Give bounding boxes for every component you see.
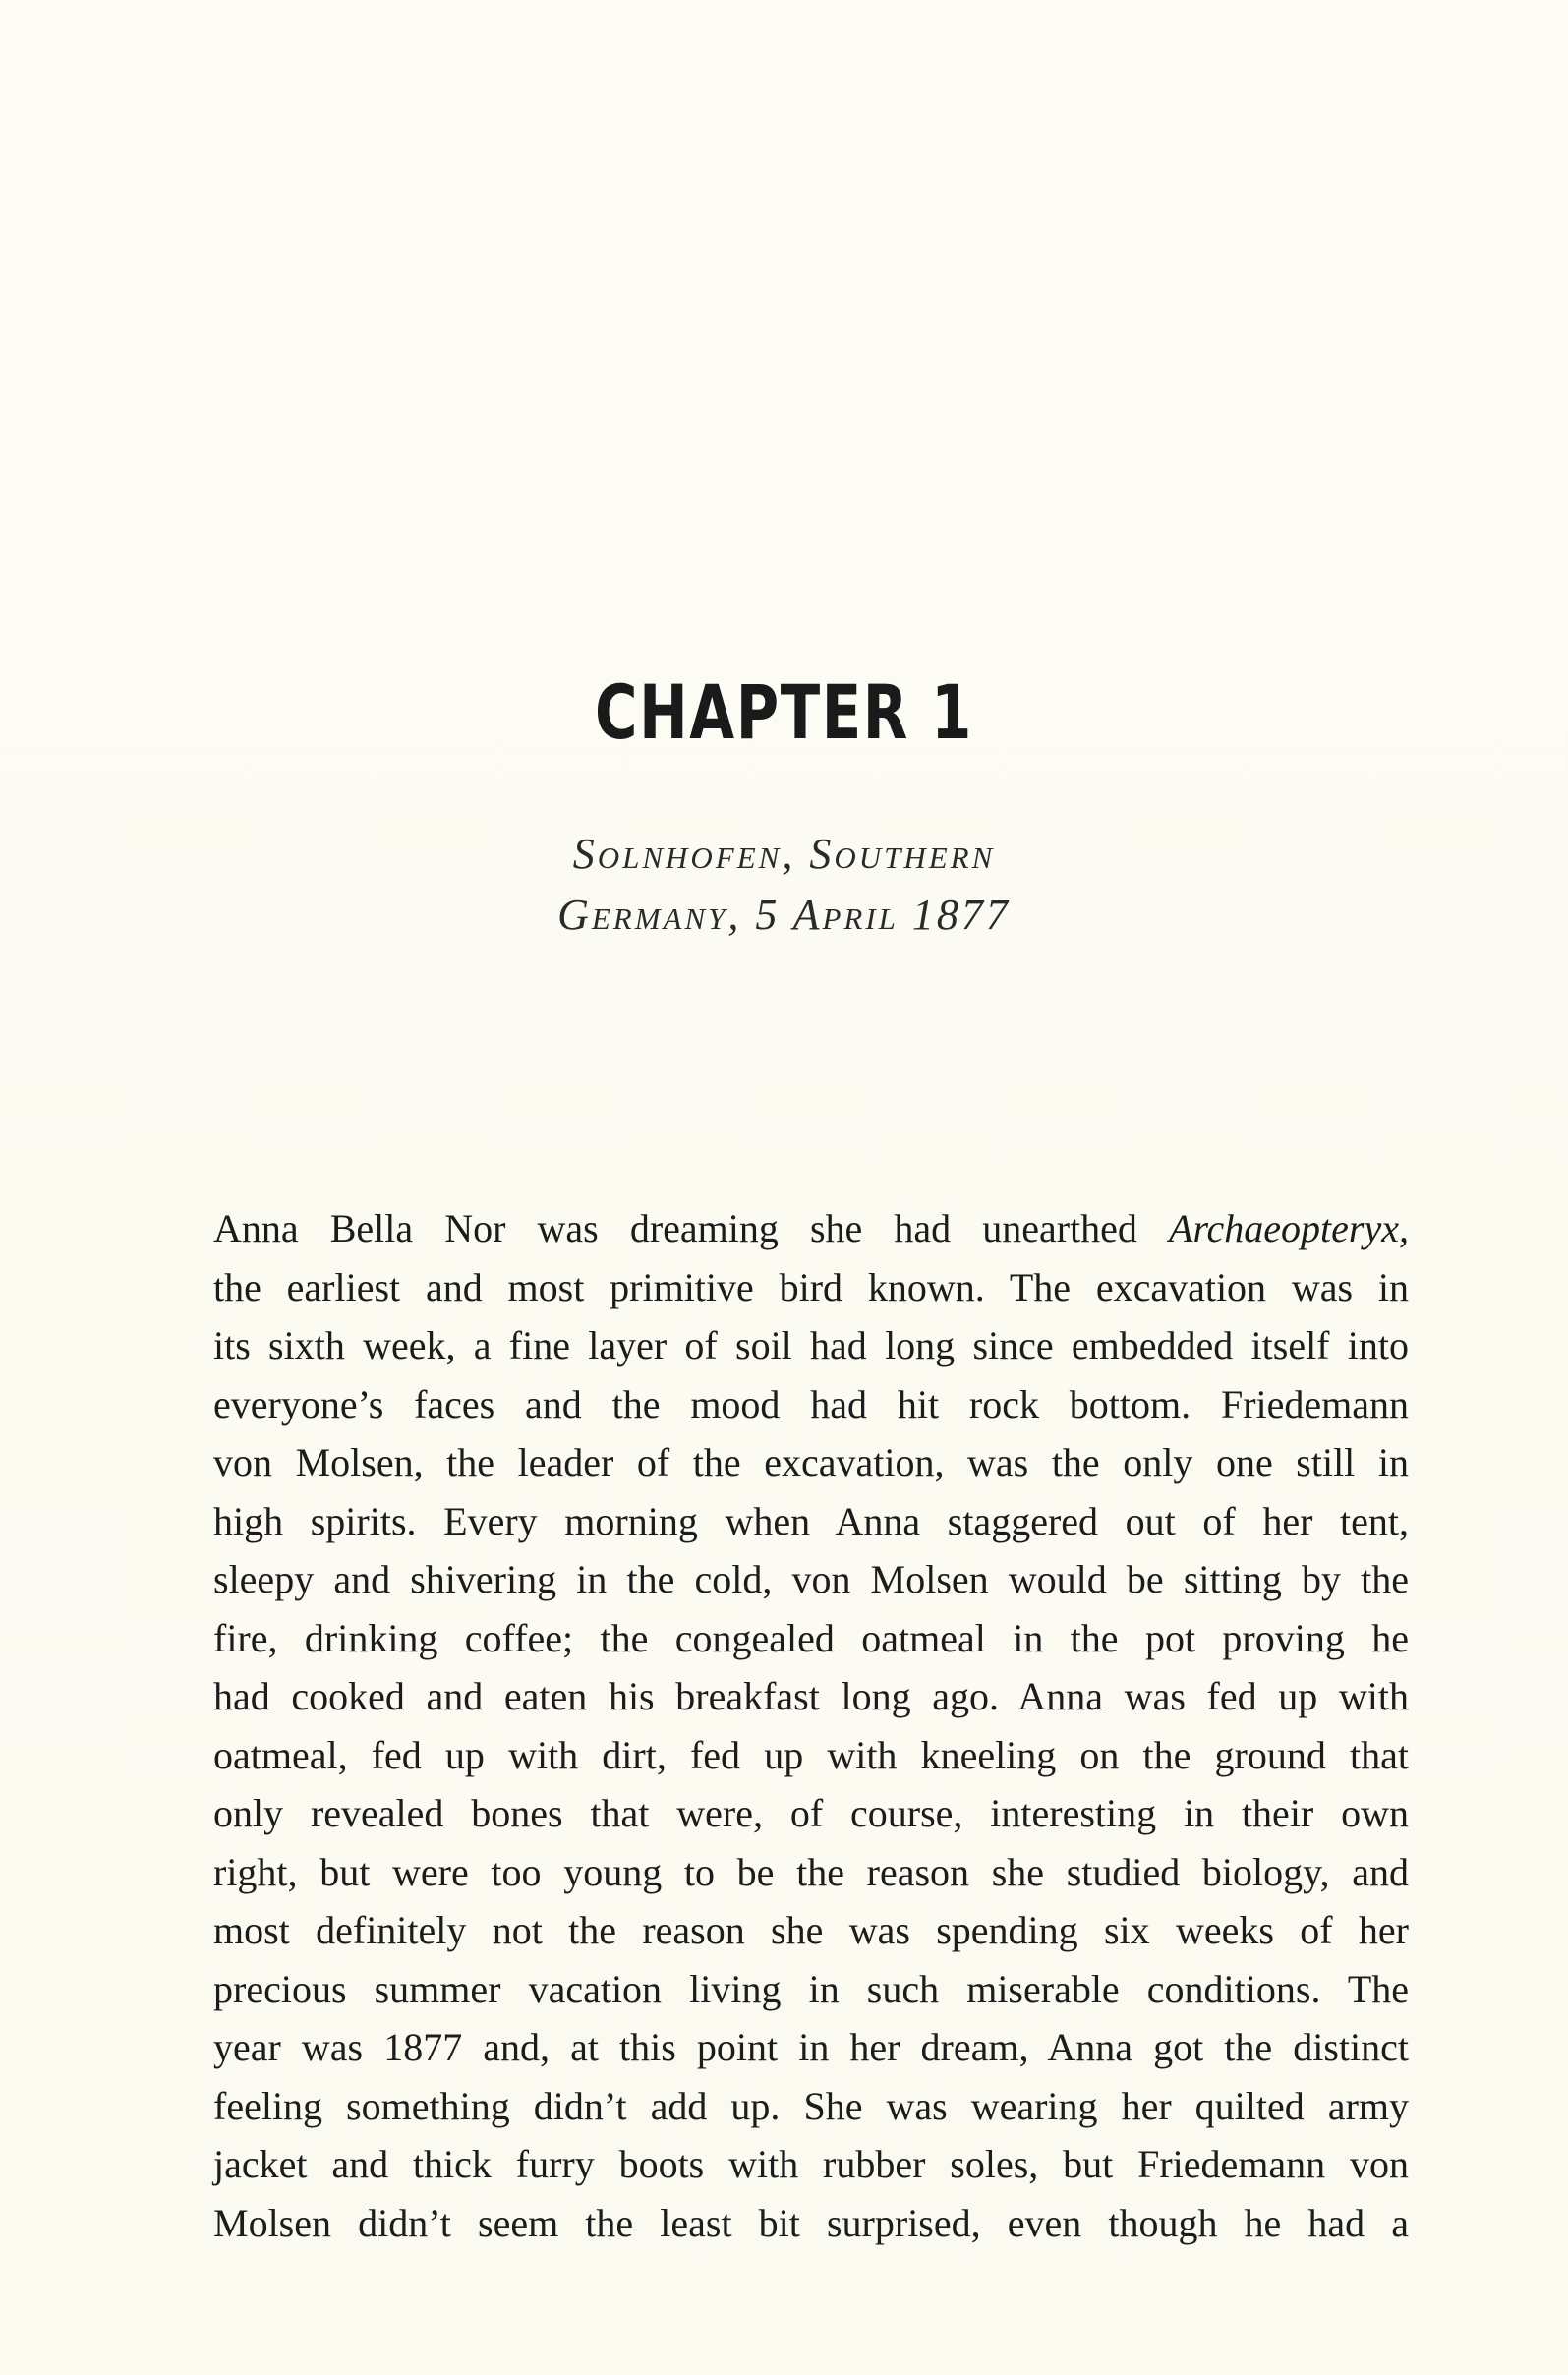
text-line: only revealed bones that were, of course, interesting in their own — [213, 1791, 1409, 1835]
text-line: sleepy and shivering in the cold, von Molsen would be sitting by the — [213, 1557, 1409, 1601]
text-line: oatmeal, fed up with dirt, fed up with kneeling on the ground that — [213, 1732, 1409, 1777]
text-line: precious summer vacation living in such miserable conditions. The — [213, 1966, 1409, 2011]
text-line: right, but were too young to be the reason she studied biology, and — [213, 1849, 1409, 1894]
text-line: von Molsen, the leader of the excavation, was the only one still in — [213, 1440, 1409, 1484]
text-line: its sixth week, a fine layer of soil had long since embedded itself into — [213, 1323, 1409, 1367]
text-line: feeling something didn’t add up. She was wearing her quilted army — [213, 2083, 1409, 2128]
chapter-location — [0, 824, 1568, 946]
text-line: fire, drinking coffee; the congealed oatmeal in the pot proving he — [213, 1615, 1409, 1660]
text-line: had cooked and eaten his breakfast long ago. Anna was fed up with — [213, 1674, 1409, 1718]
text-line: high spirits. Every morning when Anna staggered out of her tent, — [213, 1498, 1409, 1543]
text-line: most definitely not the reason she was spending six weeks of her — [213, 1908, 1409, 1952]
chapter-title: CHAPTER 1 — [595, 668, 973, 756]
location-line-1: Solnhofen, Southern — [572, 830, 996, 878]
text-line: Anna Bella Nor was dreaming she had unearthed Archaeopteryx, — [213, 1206, 1409, 1250]
text-line: year was 1877 and, at this point in her dream, Anna got the distinct — [213, 2025, 1409, 2069]
text-line: everyone’s faces and the mood had hit rock bottom. Friedemann — [213, 1381, 1409, 1426]
location-line-2: Germany, 5 April 1877 — [557, 891, 1011, 939]
text-line: the earliest and most primitive bird known. The excavation was in — [213, 1264, 1409, 1309]
italic-term: Archaeopteryx, — [1169, 1206, 1409, 1250]
text-line: Molsen didn’t seem the least bit surprised, even though he had a — [213, 2200, 1409, 2245]
text-line: jacket and thick furry boots with rubber soles, but Friedemann von — [213, 2142, 1409, 2186]
body-text — [213, 1199, 1409, 2252]
